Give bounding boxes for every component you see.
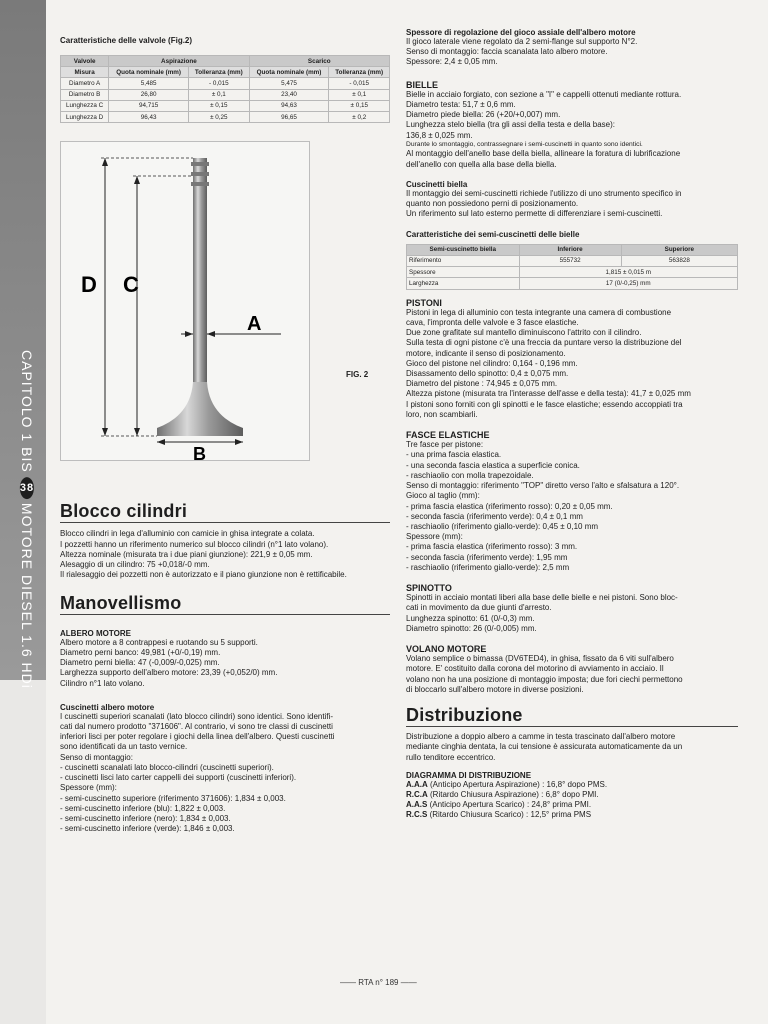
- pistoni-line: Due zone grafitate sul mantello diminuiscono l'attrito con il cilindro.: [406, 328, 642, 338]
- pistoni-line: Sulla testa di ogni pistone c'è una freccia da puntare verso la distribuzione del: [406, 338, 682, 348]
- cusc-biella-line: Un riferimento sul lato esterno permette di differenziare i semi-cuscinetti.: [406, 209, 663, 219]
- diagram-text: (Ritardo Chiusura Scarico) : 12,5° prima PMS: [427, 810, 592, 820]
- th-scarico: Scarico: [249, 56, 389, 67]
- table-cell: ± 0,25: [189, 112, 250, 123]
- table-row: [61, 78, 390, 89]
- bielle-line: Diametro piede biella: 26 (+20/+0,007) mm.: [406, 110, 561, 120]
- fasce-line: - raschiaolio con molla trapezoidale.: [406, 470, 534, 480]
- manovellismo-heading: Manovellismo: [60, 593, 390, 615]
- chapter-label: CAPITOLO 1 BIS: [19, 350, 35, 473]
- table-cell: 96,65: [249, 112, 329, 123]
- pistoni-line: Pistoni in lega di alluminio con testa integrante una camera di combustione: [406, 307, 672, 317]
- table-cell: 94,63: [249, 100, 329, 111]
- table-row: [407, 278, 738, 289]
- table-cell: 94,715: [109, 100, 189, 111]
- table-row: [61, 112, 390, 123]
- spinotto-line: Diametro spinotto: 26 (0/-0,005) mm.: [406, 623, 537, 633]
- table-row: [61, 89, 390, 100]
- diagram-line: [406, 790, 738, 800]
- cusc-line: - semi-cuscinetto inferiore (verde): 1,846 ± 0,003.: [60, 824, 235, 834]
- figure-caption: FIG. 2: [346, 370, 369, 379]
- th-semi: Semi-cuscinetto biella: [407, 244, 520, 255]
- cuscinetti-biella-title: Cuscinetti biella: [406, 179, 468, 189]
- fasce-title: FASCE ELASTICHE: [406, 430, 490, 441]
- pistoni-title: PISTONI: [406, 297, 442, 308]
- albero-line: Albero motore a 8 contrappesi e ruotando su 5 supporti.: [60, 637, 258, 647]
- table-cell: 23,40: [249, 89, 329, 100]
- label-d: D: [81, 272, 97, 298]
- fasce-line: - seconda fascia (riferimento verde): 0,4 ± 0,1 mm: [406, 511, 583, 521]
- page-number-badge: 38: [20, 477, 34, 499]
- bielle-note: Durante lo smontaggio, contrassegnare i semi-cuscinetti in quanto sono identici.: [406, 140, 643, 148]
- blocco-section: [60, 501, 390, 580]
- valve-groove: [191, 182, 209, 186]
- label-b: B: [193, 444, 206, 461]
- biella-table-title: Caratteristiche dei semi-cuscinetti delle bielle: [406, 229, 580, 239]
- spessore-line: Senso di montaggio: faccia scanalata lato albero motore.: [406, 47, 608, 57]
- spinotto-line: cati in movimento da due giunti d'arresto.: [406, 603, 552, 613]
- pistoni-line: I pistoni sono forniti con gli spinotti e le fasce elastiche; essendo accoppiati tra: [406, 399, 683, 409]
- bielle-line2: Al montaggio dell'anello base della biella, allineare la foratura di lubrificazione: [406, 149, 681, 159]
- fasce-line: - raschiaolio (riferimento giallo-verde): 0,45 ± 0,10 mm: [406, 522, 599, 532]
- spessore-title: Spessore di regolazione del gioco assiale dell'albero motore: [406, 28, 636, 37]
- right-column: [406, 28, 738, 821]
- chapter-sidebar: [0, 0, 46, 1024]
- valve-groove: [191, 172, 209, 176]
- cusc-line: sono identificati da un tasto vernice.: [60, 742, 188, 752]
- diagram-abbr: A.A.S: [406, 800, 428, 810]
- cusc-biella-line: Il montaggio dei semi-cuscinetti richiede l'utilizzo di uno strumento specifico in: [406, 188, 682, 198]
- cusc-line: I cuscinetti superiori scanalati (lato blocco cilindri) sono identici. Sono identifi-: [60, 711, 334, 721]
- valve-drawing: [61, 142, 309, 460]
- pistoni-line: Disassamento dello spinotto: 0,4 ± 0,075 mm.: [406, 368, 569, 378]
- albero-line: Diametro perni biella: 47 (-0,009/-0,025) mm.: [60, 658, 220, 668]
- biella-table: [406, 244, 738, 290]
- th-toll-sca: Tolleranza (mm): [329, 67, 390, 78]
- table-cell: ± 0,15: [329, 100, 390, 111]
- sidebar-label: [16, 350, 38, 689]
- th-superiore: Superiore: [621, 244, 737, 255]
- bielle-line: 136,8 ± 0,025 mm.: [406, 130, 473, 140]
- bielle-line2: dell'anello con quella alla base della biella.: [406, 159, 557, 169]
- diagram-title: DIAGRAMMA DI DISTRIBUZIONE: [406, 770, 532, 780]
- table-cell: 5,475: [249, 78, 329, 89]
- table-row: [407, 267, 738, 278]
- th-misura: Misura: [61, 67, 109, 78]
- fasce-line: - prima fascia elastica (riferimento rosso): 0,20 ± 0,05 mm.: [406, 501, 613, 511]
- pistoni-line: cava, l'impronta delle valvole e 3 fasce elastiche.: [406, 317, 579, 327]
- th-quota-sca: Quota nominale (mm): [249, 67, 329, 78]
- table-cell: 5,485: [109, 78, 189, 89]
- cusc-biella-line: quanto non possiedono perni di posizionamento.: [406, 199, 579, 209]
- cusc-line: Spessore (mm):: [60, 783, 117, 793]
- spinotto-title: SPINOTTO: [406, 583, 452, 594]
- fasce-line: Tre fasce per pistone:: [406, 440, 484, 450]
- table-cell: - 0,015: [329, 78, 390, 89]
- cusc-line: - semi-cuscinetto superiore (riferimento 371606): 1,834 ± 0,003.: [60, 793, 286, 803]
- cusc-line: - cuscinetti lisci lato carter cappelli dei supporti (cuscinetti inferiori).: [60, 773, 297, 783]
- table-cell: ± 0,1: [329, 89, 390, 100]
- table-cell: Diametro B: [61, 89, 109, 100]
- fasce-line: - una seconda fascia elastica a superficie conica.: [406, 460, 580, 470]
- volano-line: motore. E' costituito dalla corona del motorino di avviamento in acciaio. Il: [406, 664, 664, 674]
- diagram-line: [406, 780, 738, 790]
- cusc-line: - semi-cuscinetto inferiore (nero): 1,834 ± 0,003.: [60, 814, 231, 824]
- manovellismo-section: [60, 593, 390, 835]
- volano-line: di bloccarlo sull'albero motore in diverse posizioni.: [406, 684, 584, 694]
- th-aspirazione: Aspirazione: [109, 56, 249, 67]
- fasce-line: Senso di montaggio: riferimento "TOP" diretto verso l'alto e sfalsatura a 120°.: [406, 481, 680, 491]
- albero-line: Cilindro n°1 lato volano.: [60, 678, 145, 688]
- volano-title: VOLANO MOTORE: [406, 644, 487, 655]
- left-column: [60, 36, 390, 835]
- distr-line: mediante cinghia dentata, la cui tensione è assicurata automaticamente da un: [406, 742, 683, 752]
- diagram-line: [406, 800, 738, 810]
- blocco-line: I pozzetti hanno un riferimento numerico sul blocco cilindri (n°1 lato volano).: [60, 539, 329, 549]
- volano-line: volano non ha una posizione di montaggio imposta; due fori ciechi permettono: [406, 674, 683, 684]
- albero-line: Diametro perni banco: 49,981 (+0/-0,19) mm.: [60, 647, 221, 657]
- pistoni-line: loro, non scambiarli.: [406, 409, 478, 419]
- table-cell: ± 0,2: [329, 112, 390, 123]
- label-c: C: [123, 272, 139, 298]
- blocco-line: Alesaggio di un cilindro: 75 +0,018/-0 mm.: [60, 560, 210, 570]
- volano-line: Volano semplice o bimassa (DV6TED4), in ghisa, fissato da 6 viti sull'albero: [406, 654, 674, 664]
- table-cell: Spessore: [407, 267, 520, 278]
- table-cell: - 0,015: [189, 78, 250, 89]
- table-cell: 555732: [519, 255, 621, 266]
- cusc-line: inferiori lisci per poter regolare i giochi della linea dell'albero. Questi cuscinetti: [60, 732, 335, 742]
- table-cell: 26,80: [109, 89, 189, 100]
- fasce-line: Spessore (mm):: [406, 532, 463, 542]
- diagram-text: (Ritardo Chiusura Aspirazione) : 6,8° dopo PMI.: [427, 790, 599, 799]
- table-cell: Lunghezza C: [61, 100, 109, 111]
- cusc-line: Senso di montaggio:: [60, 752, 133, 762]
- pistoni-line: Altezza pistone (misurata tra l'interasse dell'asse e della testa): 41,7 ± 0,025 mm: [406, 389, 691, 399]
- distribuzione-section: [406, 705, 738, 821]
- page-footer: —— RTA n° 189 ——: [340, 978, 417, 987]
- blocco-line: Il rialesaggio dei pozzetti non è autorizzato e il piano giunzione non è rettificabile.: [60, 570, 347, 580]
- spessore-line: Il gioco laterale viene regolato da 2 semi-flange sul supporto N°2.: [406, 37, 638, 46]
- table-cell: Lunghezza D: [61, 112, 109, 123]
- blocco-line: Altezza nominale (misurata tra i due piani giunzione): 221,9 ± 0,05 mm.: [60, 549, 313, 559]
- table-cell: Riferimento: [407, 255, 520, 266]
- albero-title: ALBERO MOTORE: [60, 628, 131, 638]
- bielle-line: Lunghezza stelo biella (tra gli assi della testa e della base):: [406, 120, 616, 130]
- fasce-line: - una prima fascia elastica.: [406, 450, 502, 460]
- section-label: MOTORE DIESEL 1.6 HDi: [19, 502, 35, 689]
- fasce-line: - seconda fascia (riferimento verde): 1,95 mm: [406, 552, 568, 562]
- fasce-line: - raschiaolio (riferimento giallo-verde): 2,5 mm: [406, 562, 570, 572]
- valve-groove: [191, 162, 209, 166]
- distribuzione-heading: Distribuzione: [406, 705, 738, 727]
- spinotto-line: Spinotti in acciaio montati liberi alla base delle bielle e nei pistoni. Sono bloc-: [406, 593, 678, 603]
- bielle-line: Diametro testa: 51,7 ± 0,6 mm.: [406, 99, 516, 109]
- cuscinetti-title: Cuscinetti albero motore: [60, 702, 155, 712]
- table-cell: ± 0,15: [189, 100, 250, 111]
- valve-table-title: Caratteristiche delle valvole (Fig.2): [60, 36, 193, 45]
- albero-line: Larghezza supporto dell'albero motore: 23,39 (+0,052/0) mm.: [60, 668, 278, 678]
- th-toll-asp: Tolleranza (mm): [189, 67, 250, 78]
- spessore-line: Spessore: 2,4 ± 0,05 mm.: [406, 57, 498, 67]
- pistoni-line: motore, indicante il senso di posizionamento.: [406, 348, 566, 358]
- table-cell: 17 (0/-0,25) mm: [519, 278, 737, 289]
- table-cell: Larghezza: [407, 278, 520, 289]
- table-row: [407, 255, 738, 266]
- fasce-line: Gioco al taglio (mm):: [406, 491, 480, 501]
- table-cell: Diametro A: [61, 78, 109, 89]
- valve-stem: [193, 158, 207, 390]
- valve-figure: [60, 141, 310, 461]
- bielle-title: BIELLE: [406, 79, 439, 90]
- cusc-line: - semi-cuscinetto inferiore (blu): 1,822 ± 0,003.: [60, 803, 226, 813]
- label-a: A: [247, 313, 262, 336]
- valve-head: [157, 382, 243, 436]
- table-row: [61, 100, 390, 111]
- diagram-text: (Anticipo Apertura Scarico) : 24,8° prima PMI.: [427, 800, 592, 810]
- pistoni-line: Gioco del pistone nel cilindro: 0,164 - 0,196 mm.: [406, 358, 578, 368]
- cusc-line: cati dal numero prodotto "371606". Al contrario, vi sono tre classi di cuscinetti: [60, 721, 333, 731]
- fasce-line: - prima fascia elastica (riferimento rosso): 3 mm.: [406, 542, 578, 552]
- table-cell: 96,43: [109, 112, 189, 123]
- diagram-text: (Anticipo Apertura Aspirazione) : 16,8° dopo PMS.: [427, 779, 608, 789]
- bielle-line: Bielle in acciaio forgiato, con sezione a "I" e cappelli ottenuti mediante rottura.: [406, 89, 682, 99]
- diagram-abbr: A.A.A: [406, 779, 428, 789]
- pistoni-line: Diametro del pistone : 74,945 ± 0,075 mm.: [406, 379, 558, 389]
- valve-table: [60, 55, 390, 123]
- diagram-line: [406, 810, 738, 820]
- th-valvole: Valvole: [61, 56, 109, 67]
- table-cell: 1,815 ± 0,015 m: [519, 267, 737, 278]
- spinotto-line: Lunghezza spinotto: 61 (0/-0,3) mm.: [406, 613, 535, 623]
- diagram-abbr: R.C.S: [406, 810, 428, 820]
- blocco-heading: Blocco cilindri: [60, 501, 390, 523]
- th-quota-asp: Quota nominale (mm): [109, 67, 189, 78]
- distr-line: rullo tenditore eccentrico.: [406, 752, 496, 762]
- diagram-abbr: R.C.A: [406, 790, 428, 799]
- table-cell: ± 0,1: [189, 89, 250, 100]
- th-inferiore: Inferiore: [519, 244, 621, 255]
- cusc-line: - cuscinetti scanalati lato blocco-cilindri (cuscinetti superiori).: [60, 762, 274, 772]
- blocco-line: Blocco cilindri in lega d'alluminio con camicie in ghisa integrate a colata.: [60, 529, 315, 539]
- distr-line: Distribuzione a doppio albero a camme in testa trascinato dall'albero motore: [406, 732, 676, 742]
- table-cell: 563828: [621, 255, 737, 266]
